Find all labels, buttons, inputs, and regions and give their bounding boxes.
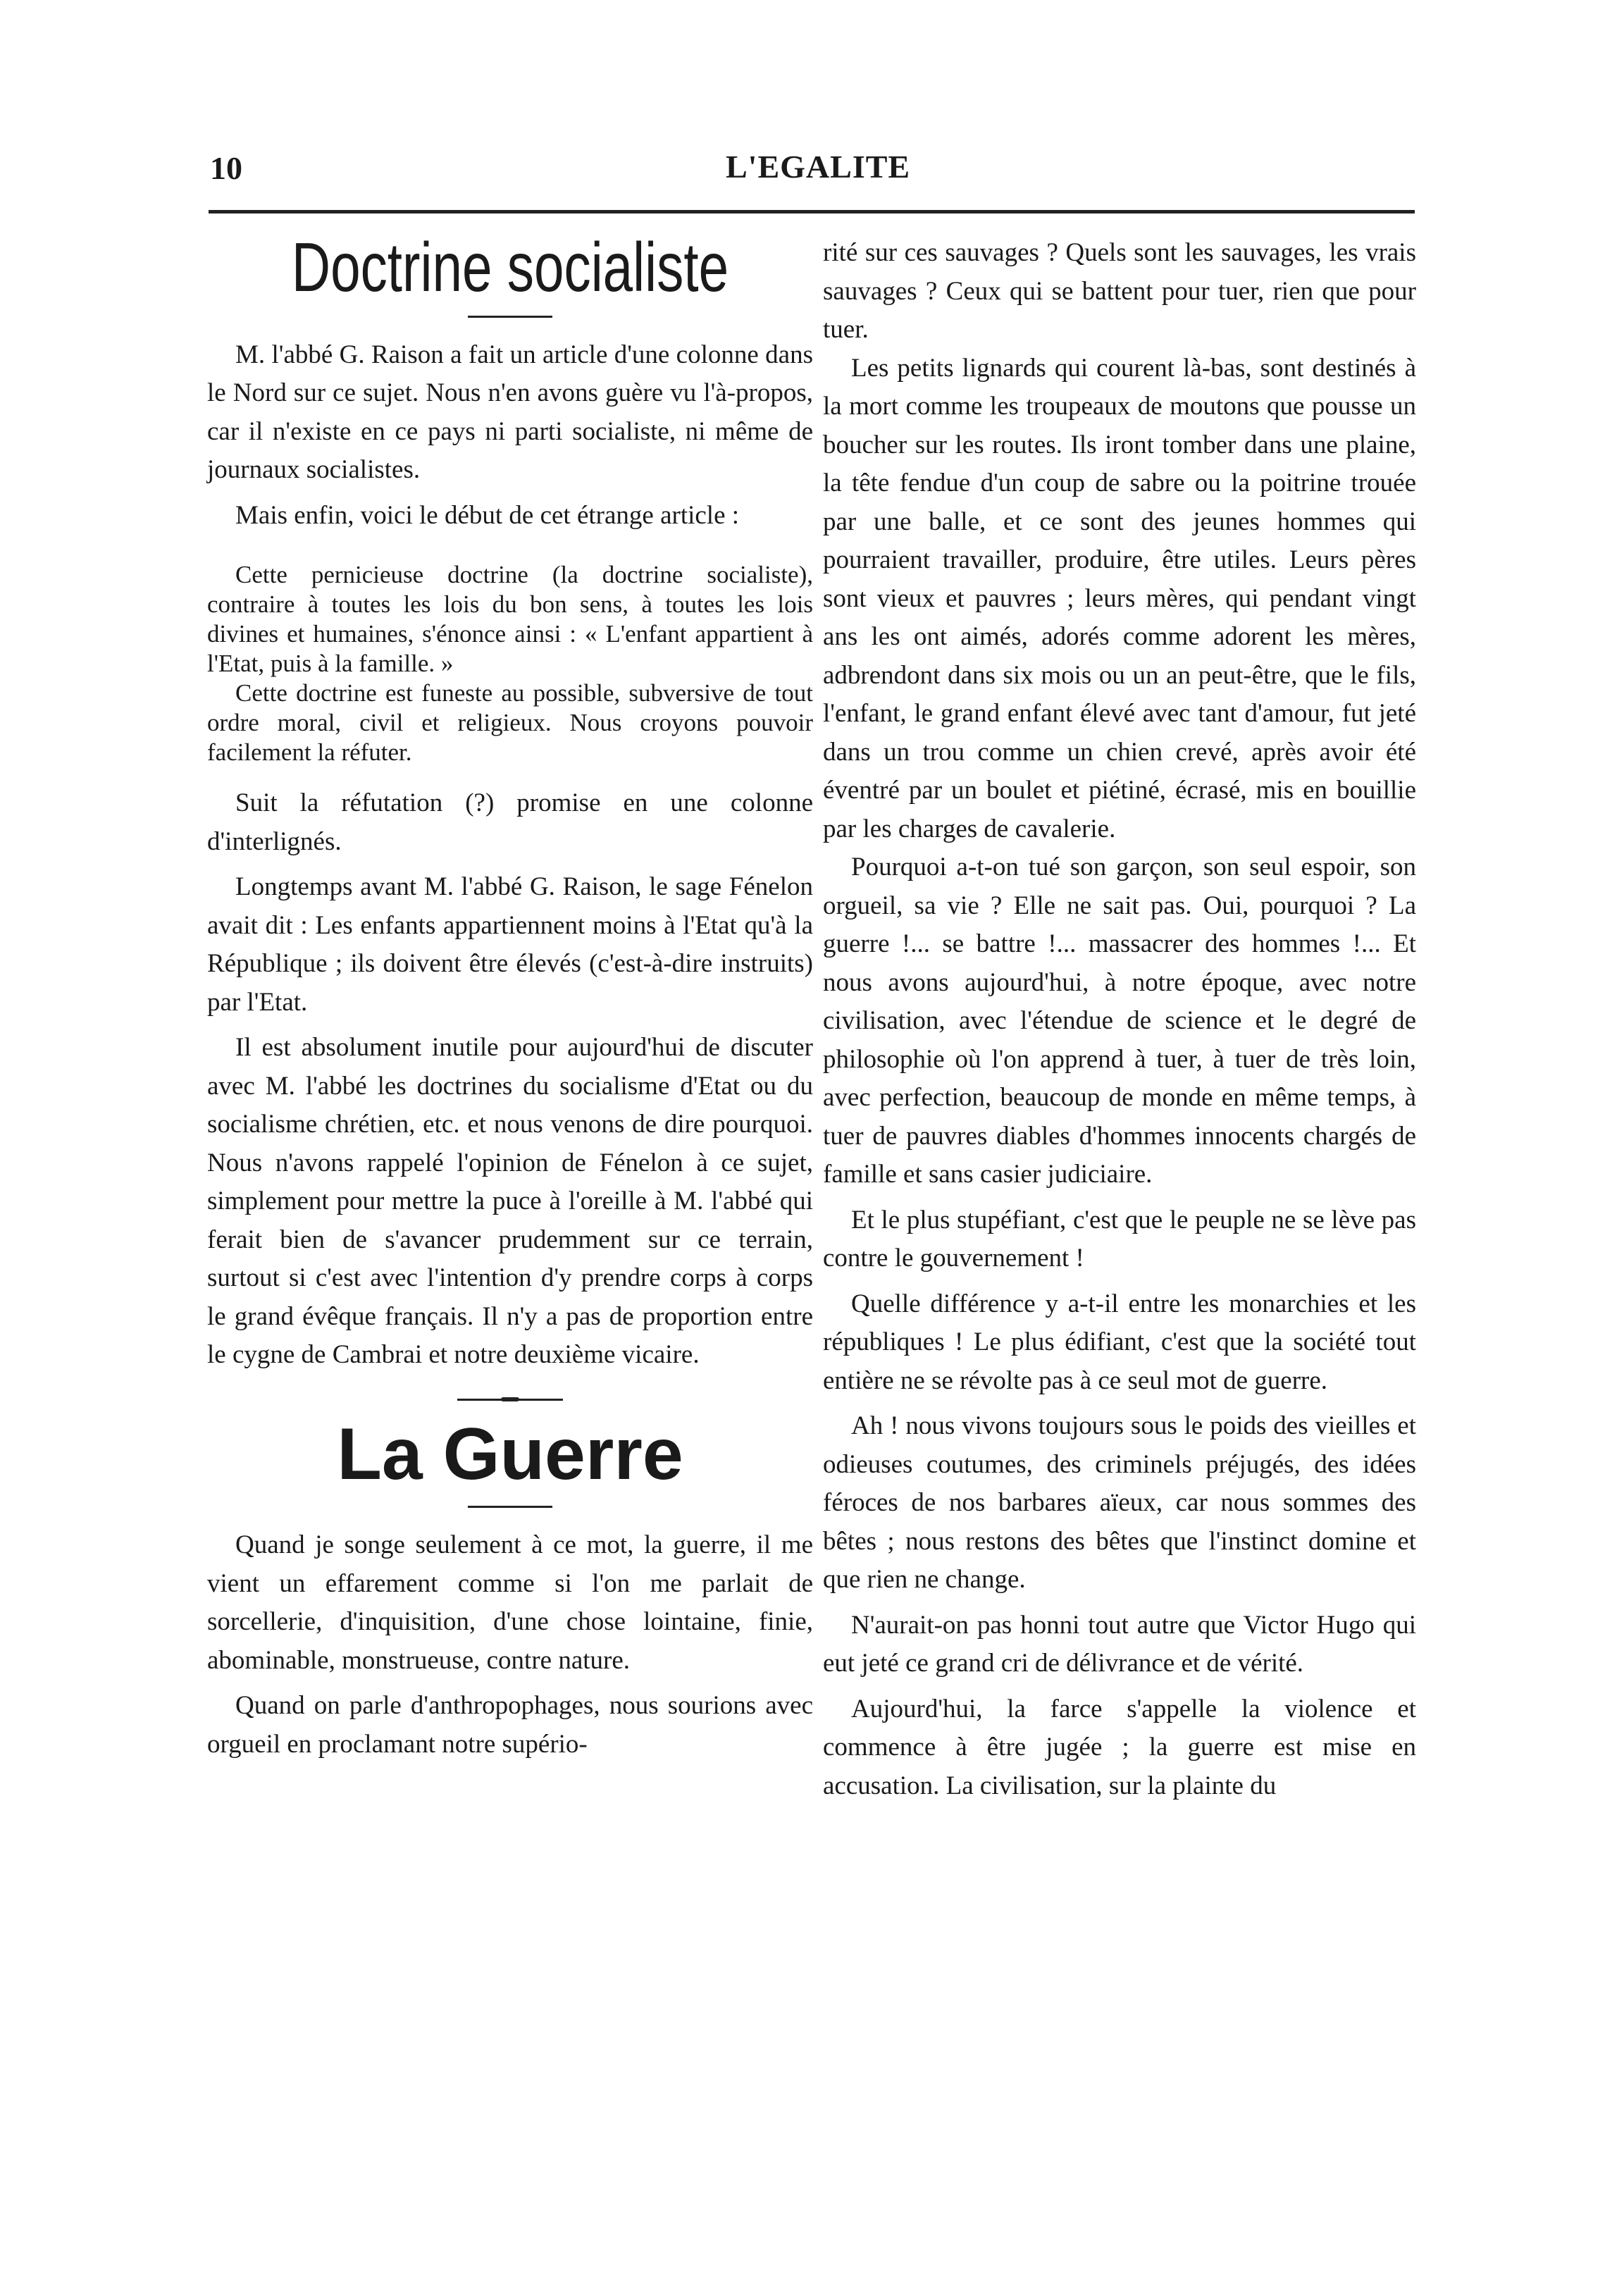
right-column: [823, 234, 1416, 1805]
article-title-doctrine: Doctrine socialiste: [291, 228, 729, 306]
paragraph: Quelle différence y a-t-il entre les monarchies et les républiques ! Le plus édifiant, c'est que la société tout entière ne se révolte pas à ce seul mot de guerre.: [823, 1289, 1416, 1395]
paragraph: Quand on parle d'anthropophages, nous sourions avec orgueil en proclamant notre supério-: [207, 1691, 813, 1759]
left-column: [207, 227, 813, 1764]
paragraph: Mais enfin, voici le début de cet étrange article :: [235, 500, 740, 530]
paragraph: Aujourd'hui, la farce s'appelle la violence et commence à être jugée ; la guerre est mise en accusation. La civilisation, sur la plainte du: [823, 1694, 1416, 1800]
paragraph: Il est absolument inutile pour aujourd'hui de discuter avec M. l'abbé les doctrines du socialisme d'Etat ou du socialisme chrétien, etc. et nous venons de dire pourquoi. Nous n'avons rappelé l'opinion de Fénelon à ce sujet, simplement pour mettre la puce à l'oreille à M. l'abbé qui ferait bien de s'avancer prudemment sur ce terrain, surtout si c'est avec l'intention d'y prendre corps à corps le grand évêque français. Il n'y a pas de proportion entre le cygne de Cambrai et notre deuxième vicaire.: [207, 1033, 813, 1370]
paragraph: Longtemps avant M. l'abbé G. Raison, le sage Fénelon avait dit : Les enfants appartiennent moins à l'Etat qu'à la République ; ils doivent être élevés (c'est-à-dire instruits) par l'Etat.: [207, 872, 813, 1017]
paragraph: Les petits lignards qui courent là-bas, sont destinés à la mort comme les troupeaux de moutons que pousse un boucher sur les routes. Ils iront tomber dans une plaine, la tête fendue d'un coup de sabre ou la poitrine trouée par une balle, et ce sont des jeunes hommes qui pourraient travailler, produire, être utiles. Leurs pères sont vieux et pauvres ; leurs mères, qui pendant vingt ans les ont aimés, adorés comme adorent les mères, adbrendont dans six mois ou un an peut-être, que le fils, l'enfant, le grand enfant élevé avec tant d'amour, fut jeté dans un trou comme un chien crevé, après avoir été éventré par un boulet et piétiné, écrasé, mis en bouillie par les charges de cavalerie.: [823, 353, 1416, 843]
article-title-guerre: La Guerre: [337, 1413, 683, 1495]
quoted-paragraph: Cette doctrine est funeste au possible, subversive de tout ordre moral, civil et religieux. Nous croyons pouvoir facilement la réfuter.: [207, 679, 813, 767]
title-divider: [468, 1506, 552, 1508]
title-divider: [468, 316, 552, 318]
paragraph: rité sur ces sauvages ? Quels sont les sauvages, les vrais sauvages ? Ceux qui se battent pour tuer, rien que pour tuer.: [823, 238, 1416, 344]
paragraph: Quand je songe seulement à ce mot, la guerre, il me vient un effarement comme si l'on me parlait de sorcellerie, d'inquisition, d'une chose lointaine, finie, abominable, monstrueuse, contre nature.: [207, 1530, 813, 1675]
header-rule: [209, 210, 1415, 213]
paragraph: Ah ! nous vivons toujours sous le poids des vieilles et odieuses coutumes, des criminels préjugés, des idées féroces de nos barbares aïeux, car nous sommes des bêtes ; nous restons des bêtes que l'instinct domine et que rien ne change.: [823, 1411, 1416, 1594]
paragraph: M. l'abbé G. Raison a fait un article d'une colonne dans le Nord sur ce sujet. Nous n'en avons guère vu l'à-propos, car il n'existe en ce pays ni parti socialiste, ni même de journaux socialistes.: [207, 340, 813, 485]
paragraph: Pourquoi a-t-on tué son garçon, son seul espoir, son orgueil, sa vie ? Elle ne sait pas. Oui, pourquoi ? La guerre !... se battre !... massacrer des hommes !... Et nous avons aujourd'hui, à notre époque, avec notre civilisation, avec l'étendue de science et le degré de philosophie où l'on apprend à tuer, à tuer de très loin, avec perfection, beaucoup de monde en même temps, à tuer de pauvres diables d'hommes innocents chargés de famille et sans casier judiciaire.: [823, 853, 1416, 1189]
page-number: 10: [210, 150, 242, 186]
quoted-paragraph: Cette pernicieuse doctrine (la doctrine socialiste), contraire à toutes les lois du bon sens, à toutes les lois divines et humaines, s'énonce ainsi : « L'enfant appartient à l'Etat, puis à la famille. »: [207, 561, 813, 678]
paragraph: N'aurait-on pas honni tout autre que Victor Hugo qui eut jeté ce grand cri de délivrance et de vérité.: [823, 1610, 1416, 1678]
journal-title: L'EGALITE: [726, 149, 911, 185]
paragraph: Suit la réfutation (?) promise en une colonne d'interlignés.: [207, 788, 813, 856]
paragraph: Et le plus stupéfiant, c'est que le peuple ne se lève pas contre le gouvernement !: [823, 1205, 1416, 1273]
section-ornament: [457, 1399, 563, 1401]
